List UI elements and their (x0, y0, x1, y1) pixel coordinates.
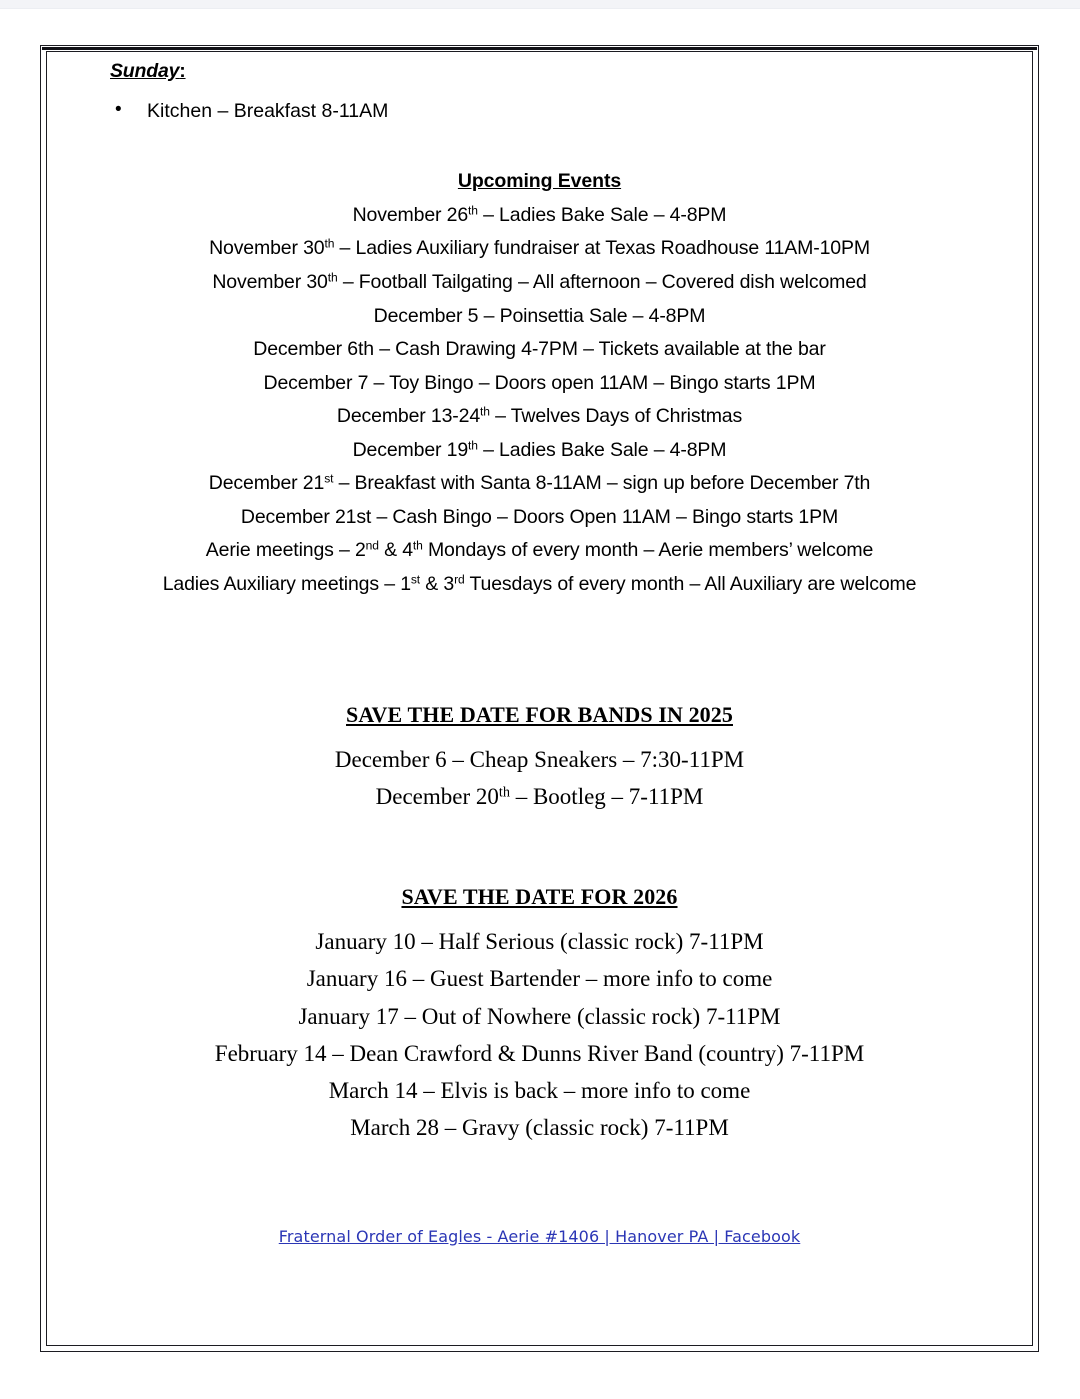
event-text: December 5 – Poinsettia Sale – 4-8PM (373, 304, 706, 327)
spacer (75, 733, 1004, 741)
event-text: December 21 (208, 472, 325, 495)
band-line (75, 998, 1004, 1035)
spacer (75, 123, 1004, 165)
event-line (75, 534, 1004, 568)
event-text: November 30 (209, 237, 325, 260)
event-line (75, 199, 1004, 233)
upcoming-events-section (75, 165, 1004, 601)
event-line (75, 300, 1004, 334)
event-line (75, 400, 1004, 434)
top-chrome-strip (0, 0, 1080, 9)
event-text-rest: – Twelves Days of Christmas (489, 405, 743, 428)
band-text: January 16 – Guest Bartender – more info to come (306, 966, 773, 992)
event-line (75, 333, 1004, 367)
ordinal-suffix: st (324, 471, 334, 486)
band-line (75, 1072, 1004, 1109)
ordinal-suffix: th (480, 404, 490, 419)
ordinal-suffix: th (324, 237, 335, 252)
band-line (75, 778, 1004, 815)
ordinal-suffix: nd (365, 538, 379, 553)
bullet-icon: • (115, 99, 122, 120)
ordinal-suffix: st (410, 572, 421, 587)
bands-2026-section (75, 879, 1004, 1146)
upcoming-events-title: Upcoming Events (457, 170, 622, 193)
event-line (75, 232, 1004, 266)
ordinal-suffix: th (327, 270, 338, 285)
event-line (75, 501, 1004, 535)
list-item (115, 99, 1004, 123)
band-line (75, 1109, 1004, 1146)
event-line (75, 434, 1004, 468)
event-text: December 7 – Toy Bingo – Doors open 11AM – Bingo starts 1PM (263, 371, 816, 394)
event-text: Ladies Auxiliary meetings – 1 (162, 572, 411, 595)
event-text: November 30 (212, 270, 328, 293)
band-text: March 14 – Elvis is back – more info to come (328, 1078, 751, 1104)
day-heading-colon: : (179, 60, 186, 82)
event-text-rest: – Ladies Bake Sale – 4-8PM (477, 203, 727, 226)
band-text: December 20 (375, 784, 499, 810)
footer (75, 1227, 1004, 1247)
event-line (75, 367, 1004, 401)
band-text: January 17 – Out of Nowhere (classic rock) 7-11PM (298, 1003, 781, 1029)
document-page (40, 45, 1039, 1352)
spacer (75, 815, 1004, 879)
event-text: Aerie meetings – 2 (205, 539, 366, 562)
band-line (75, 960, 1004, 997)
event-text-mid: & 4 (378, 539, 413, 562)
event-text: December 13-24 (336, 405, 481, 428)
ordinal-suffix: th (498, 784, 510, 801)
list-item-label: Kitchen – Breakfast 8-11AM (147, 100, 389, 122)
band-line (75, 923, 1004, 960)
band-line (75, 1035, 1004, 1072)
band-text-rest: – Bootleg – 7-11PM (509, 784, 704, 810)
event-text-rest: – Ladies Auxiliary fundraiser at Texas Roadhouse 11AM-10PM (334, 237, 870, 260)
event-line (75, 266, 1004, 300)
event-text-rest: – Breakfast with Santa 8-11AM – sign up before December 7th (333, 472, 871, 495)
ordinal-suffix: th (468, 438, 478, 453)
band-text: March 28 – Gravy (classic rock) 7-11PM (350, 1115, 729, 1141)
event-line (75, 467, 1004, 501)
page-content (41, 46, 1038, 1351)
event-text: December 21st – Cash Bingo – Doors Open 11AM – Bingo starts 1PM (240, 505, 839, 528)
day-heading (110, 60, 1004, 83)
event-text-mid: & 3 (420, 572, 455, 595)
spacer (75, 1147, 1004, 1227)
event-text: December 19 (352, 438, 469, 461)
event-text-rest: Mondays of every month – Aerie members’ welcome (422, 539, 874, 562)
band-text: January 10 – Half Serious (classic rock) 7-11PM (315, 929, 764, 955)
facebook-page-link[interactable]: Fraternal Order of Eagles - Aerie #1406 | Hanover PA | Facebook (278, 1226, 801, 1246)
event-text-rest: – Ladies Bake Sale – 4-8PM (477, 438, 727, 461)
bands-2025-title: SAVE THE DATE FOR BANDS IN 2025 (346, 702, 733, 728)
ordinal-suffix-2: th (412, 538, 423, 553)
ordinal-suffix-2: rd (454, 572, 465, 587)
day-schedule-list (75, 99, 1004, 123)
event-text-rest: – Football Tailgating – All afternoon – Covered dish welcomed (337, 270, 867, 293)
band-text: February 14 – Dean Crawford & Dunns River Band (country) 7-11PM (214, 1040, 865, 1066)
bands-2026-title: SAVE THE DATE FOR 2026 (401, 884, 678, 910)
bands-2025-section (75, 697, 1004, 815)
day-heading-label: Sunday (110, 60, 180, 82)
band-line (75, 741, 1004, 778)
event-text: December 6th – Cash Drawing 4-7PM – Tickets available at the bar (253, 338, 826, 361)
event-line (75, 568, 1004, 602)
band-text: December 6 – Cheap Sneakers – 7:30-11PM (334, 746, 745, 772)
event-text-rest: Tuesdays of every month – All Auxiliary are welcome (464, 572, 917, 595)
spacer (75, 915, 1004, 923)
spacer (75, 601, 1004, 697)
ordinal-suffix: th (468, 203, 478, 218)
event-text: November 26 (352, 203, 469, 226)
